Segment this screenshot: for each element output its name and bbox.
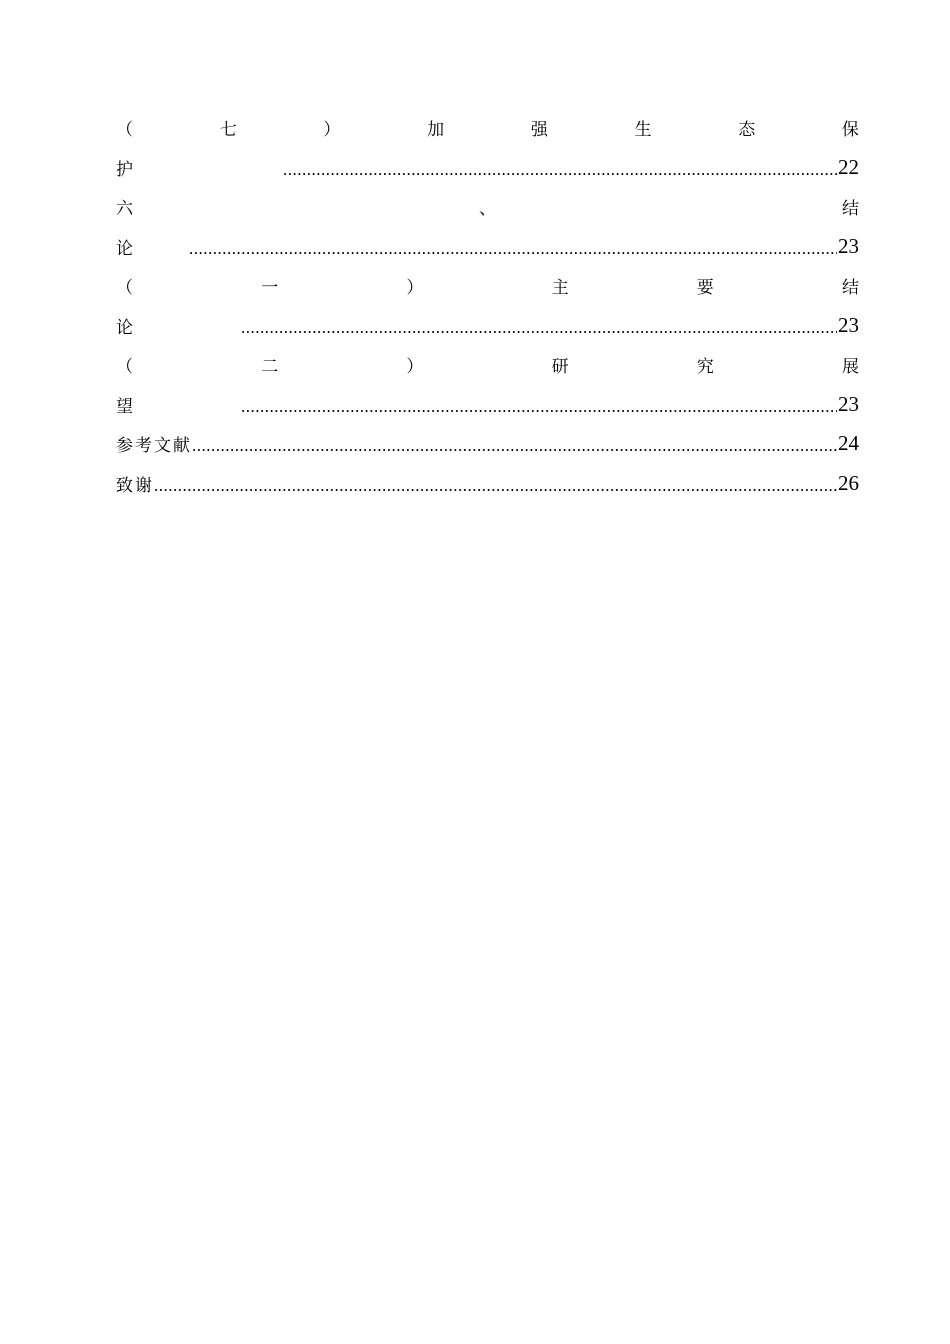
toc-entry-6-line2[interactable] — [116, 227, 859, 267]
toc-char: 保 — [841, 120, 859, 141]
toc-char: ） — [323, 120, 341, 141]
toc-char: 六 — [116, 199, 133, 220]
page-number: 26 — [838, 470, 859, 495]
toc-label: 致谢 — [116, 475, 154, 496]
toc-char: 一 — [261, 278, 279, 299]
toc-entry-6-2-line2[interactable] — [116, 385, 859, 425]
dot-leader — [154, 477, 837, 494]
page-number: 22 — [838, 154, 859, 179]
dot-leader — [189, 240, 837, 257]
dot-leader — [283, 161, 837, 178]
toc-char: 七 — [219, 120, 237, 141]
toc-char: 结 — [841, 278, 859, 299]
toc-char: （ — [116, 120, 133, 141]
toc-tail-char: 望 — [116, 396, 133, 417]
table-of-contents — [116, 108, 859, 503]
toc-char: 生 — [634, 120, 652, 141]
toc-char: 、 — [479, 199, 496, 220]
toc-entry-6-1-line1 — [116, 266, 859, 306]
toc-char: 态 — [738, 120, 756, 141]
dot-leader — [192, 437, 837, 454]
toc-entry-6-1-line2[interactable] — [116, 306, 859, 346]
toc-char: （ — [116, 278, 133, 299]
toc-tail-char: 论 — [116, 317, 133, 338]
toc-char: ） — [406, 278, 424, 299]
toc-entry-references[interactable] — [116, 424, 859, 464]
toc-char: （ — [116, 357, 133, 378]
toc-entry-6-2-line1 — [116, 345, 859, 385]
dot-leader — [241, 319, 837, 336]
toc-entry-acknowledgements[interactable] — [116, 464, 859, 504]
page-number: 23 — [838, 233, 859, 258]
toc-entry-7-line1 — [116, 108, 859, 148]
toc-char: 展 — [841, 357, 859, 378]
toc-char: 研 — [551, 357, 569, 378]
toc-char: ） — [406, 357, 424, 378]
page-number: 23 — [838, 391, 859, 416]
toc-tail-char: 护 — [116, 159, 133, 180]
toc-char: 强 — [530, 120, 548, 141]
toc-char: 主 — [551, 278, 569, 299]
toc-entry-7-line2[interactable] — [116, 148, 859, 188]
toc-char: 究 — [696, 357, 714, 378]
toc-tail-char: 论 — [116, 238, 133, 259]
toc-char: 要 — [696, 278, 714, 299]
toc-entry-6-line1 — [116, 187, 859, 227]
dot-leader — [241, 398, 837, 415]
toc-char: 结 — [842, 199, 859, 220]
page-number: 23 — [838, 312, 859, 337]
toc-char: 二 — [261, 357, 279, 378]
toc-char: 加 — [427, 120, 445, 141]
toc-label: 参考文献 — [116, 436, 192, 457]
page-number: 24 — [838, 431, 859, 456]
